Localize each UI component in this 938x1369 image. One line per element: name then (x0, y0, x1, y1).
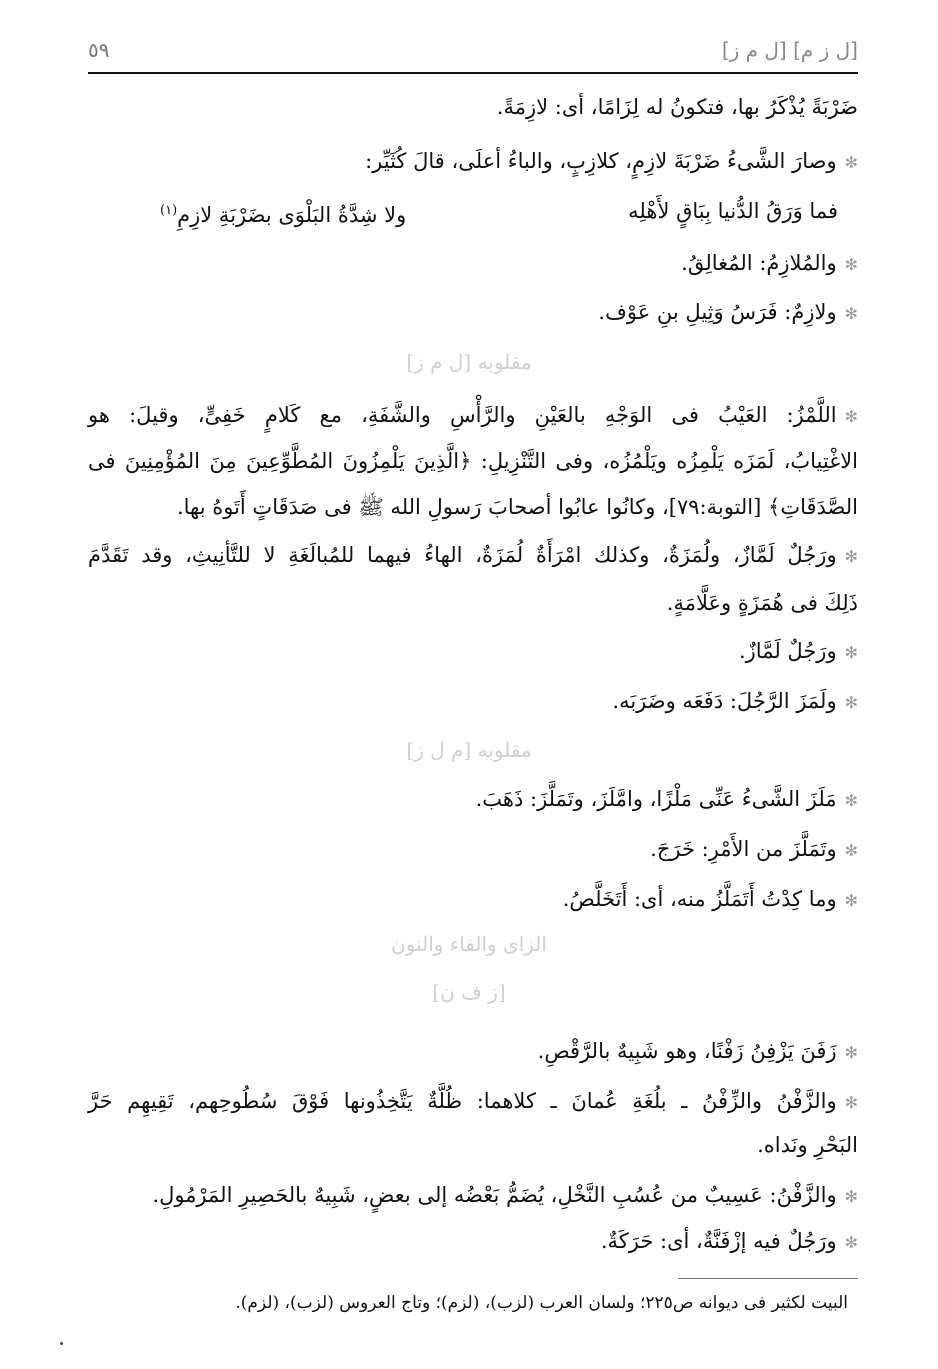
verse-second-hemistich (160, 196, 406, 230)
bullet-icon: ✻ (844, 643, 858, 662)
entry-line (88, 686, 858, 718)
entry-line (88, 834, 858, 866)
footnote-divider (678, 1278, 858, 1279)
entry-line (88, 636, 858, 668)
bullet-icon: ✻ (844, 693, 858, 712)
entry-line (88, 1180, 858, 1212)
entry-line (88, 1036, 858, 1068)
scan-speck (60, 1342, 63, 1345)
entry-line (88, 784, 858, 816)
entry-text: مَلَزَ الشَّىءُ عَنِّى مَلْزًا، وامَّلَزَ، وتَمَلَّزَ: ذَهَبَ. (475, 787, 837, 811)
bullet-icon: ✻ (844, 153, 858, 172)
bullet-icon: ✻ (844, 547, 858, 566)
bullet-icon: ✻ (844, 1187, 858, 1206)
entry-text: وتَمَلَّزَ من الأَمْرِ: خَرَجَ. (650, 837, 837, 861)
paragraph-text: والزَّفْنُ والزِّفْنُ ـ بلُغَةِ عُمانَ ـ كلاهما: ظُلَّةٌ يَتَّخِذُونها فَوْقَ سُطُوحِهم، تَقِيهِم حَرَّ (88, 1089, 837, 1113)
bullet-icon: ✻ (844, 304, 858, 323)
paragraph-line: الاغْتِيابُ، لَمَزَه يَلْمِزُه ويَلْمُزُه، وفى التَّنْزِيلِ: ﴿الَّذِينَ يَلْمِزُونَ المُطَّوِّعِينَ مِنَ المُؤْمِنِينَ فى (88, 449, 858, 473)
paragraph-text: اللَّمْزُ: العَيْبُ فى الوَجْهِ بالعَيْنِ والرَّأْسِ والشَّفَةِ، مع كَلامٍ خَفِىٍّ، وقيلَ: هو (88, 403, 837, 427)
paragraph-line: البَحْرِ ونَداه. (757, 1133, 858, 1157)
entry-line (88, 884, 858, 916)
paragraph-line (88, 1086, 858, 1118)
page-number: ٥٩ (88, 38, 110, 62)
running-title: [ل ز م] [ل م ز] (721, 38, 858, 62)
bullet-icon: ✻ (844, 1233, 858, 1252)
text-line: ضَرْبَةً يُذْكَرُ بها، فتكونُ له لِزَامًا، أى: لازِمَةً. (496, 95, 858, 119)
entry-text: والمُلازِمُ: المُغالِقُ. (681, 251, 837, 275)
entry-text: وما كِدْتُ أَتَمَلَّزُ منه، أى: أَتَخَلَّصُ. (562, 887, 837, 911)
section-heading: مقلوبه [ل م ز] (406, 350, 532, 374)
entry-text: ولازِمٌ: فَرَسُ وَثِيلِ بنِ عَوْف. (598, 300, 837, 324)
entry-line (88, 146, 858, 178)
paragraph-line: الصَّدَقَاتِ﴾ [التوبة:٧٩]، وكانُوا عابُوا أصحابَ رَسولِ الله ﷺ فى صَدَقَاتٍ أَتَوهُ بها. (176, 495, 858, 519)
entry-text: زَفَنَ يَزْفِنُ زَفْنًا، وهو شَبِيهٌ بالرَّقْصِ. (537, 1039, 837, 1063)
paragraph-line (88, 400, 858, 432)
footnote: البيت لكثير فى ديوانه ص٢٢٥؛ ولسان العرب (لزب)، (لزم)؛ وتاج العروس (لزب)، (لزم). (235, 1293, 848, 1313)
entry-text: وصارَ الشَّىءُ ضَرْبَةَ لازِمٍ، كلازِبٍ، والباءُ أعلَى، قالَ كُثَيِّر: (365, 149, 837, 173)
paragraph-text: ورَجُلٌ لَمَّازٌ، ولُمَزَةٌ، وكذلك امْرَأَةٌ لُمَزَةٌ، الهاءُ فيهما للمُبالَغَةِ لا للتَّأنِيثِ، وقد تَقَدَّمَ (88, 543, 837, 567)
entry-line (88, 248, 858, 280)
bullet-icon: ✻ (844, 791, 858, 810)
page-header (88, 34, 858, 74)
bullet-icon: ✻ (844, 841, 858, 860)
bullet-icon: ✻ (844, 407, 858, 426)
section-subheading: [ز ف ن] (432, 980, 506, 1004)
entry-line (88, 297, 858, 329)
bullet-icon: ✻ (844, 255, 858, 274)
entry-line (88, 1226, 858, 1258)
section-heading: مقلوبه [م ل ز] (406, 738, 532, 762)
bullet-icon: ✻ (844, 891, 858, 910)
verse-first-hemistich: فما وَرَقُ الدُّنيا بِبَاقٍ لأَهْلِه (628, 199, 838, 223)
entry-text: ورَجُلٌ فيه إزْفَنَّةٌ، أى: حَرَكَةٌ. (600, 1229, 837, 1253)
bullet-icon: ✻ (844, 1093, 858, 1112)
bullet-icon: ✻ (844, 1043, 858, 1062)
paragraph-line: ذَلِكَ فى هُمَزَةٍ وعَلَّامَةٍ. (666, 591, 858, 615)
verse-text: ولا شِدَّةُ البَلْوَى بضَرْبَةِ لازِمِ (177, 203, 407, 227)
entry-text: ولَمَزَ الرَّجُلَ: دَفَعَه وضَرَبَه. (612, 689, 837, 713)
footnote-marker: (١) (160, 203, 178, 218)
section-heading: الزاى والفاء والنون (391, 932, 547, 956)
entry-text: ورَجُلٌ لَمَّازٌ. (738, 639, 837, 663)
entry-text: والزَّفْنُ: عَسِيبٌ من عُسُبِ النَّخْلِ، يُضَمُّ بَعْضُه إلى بعضٍ، شَبِيهٌ بالحَصِيرِ المَرْمُولِ. (152, 1183, 837, 1207)
paragraph-line (88, 540, 858, 572)
